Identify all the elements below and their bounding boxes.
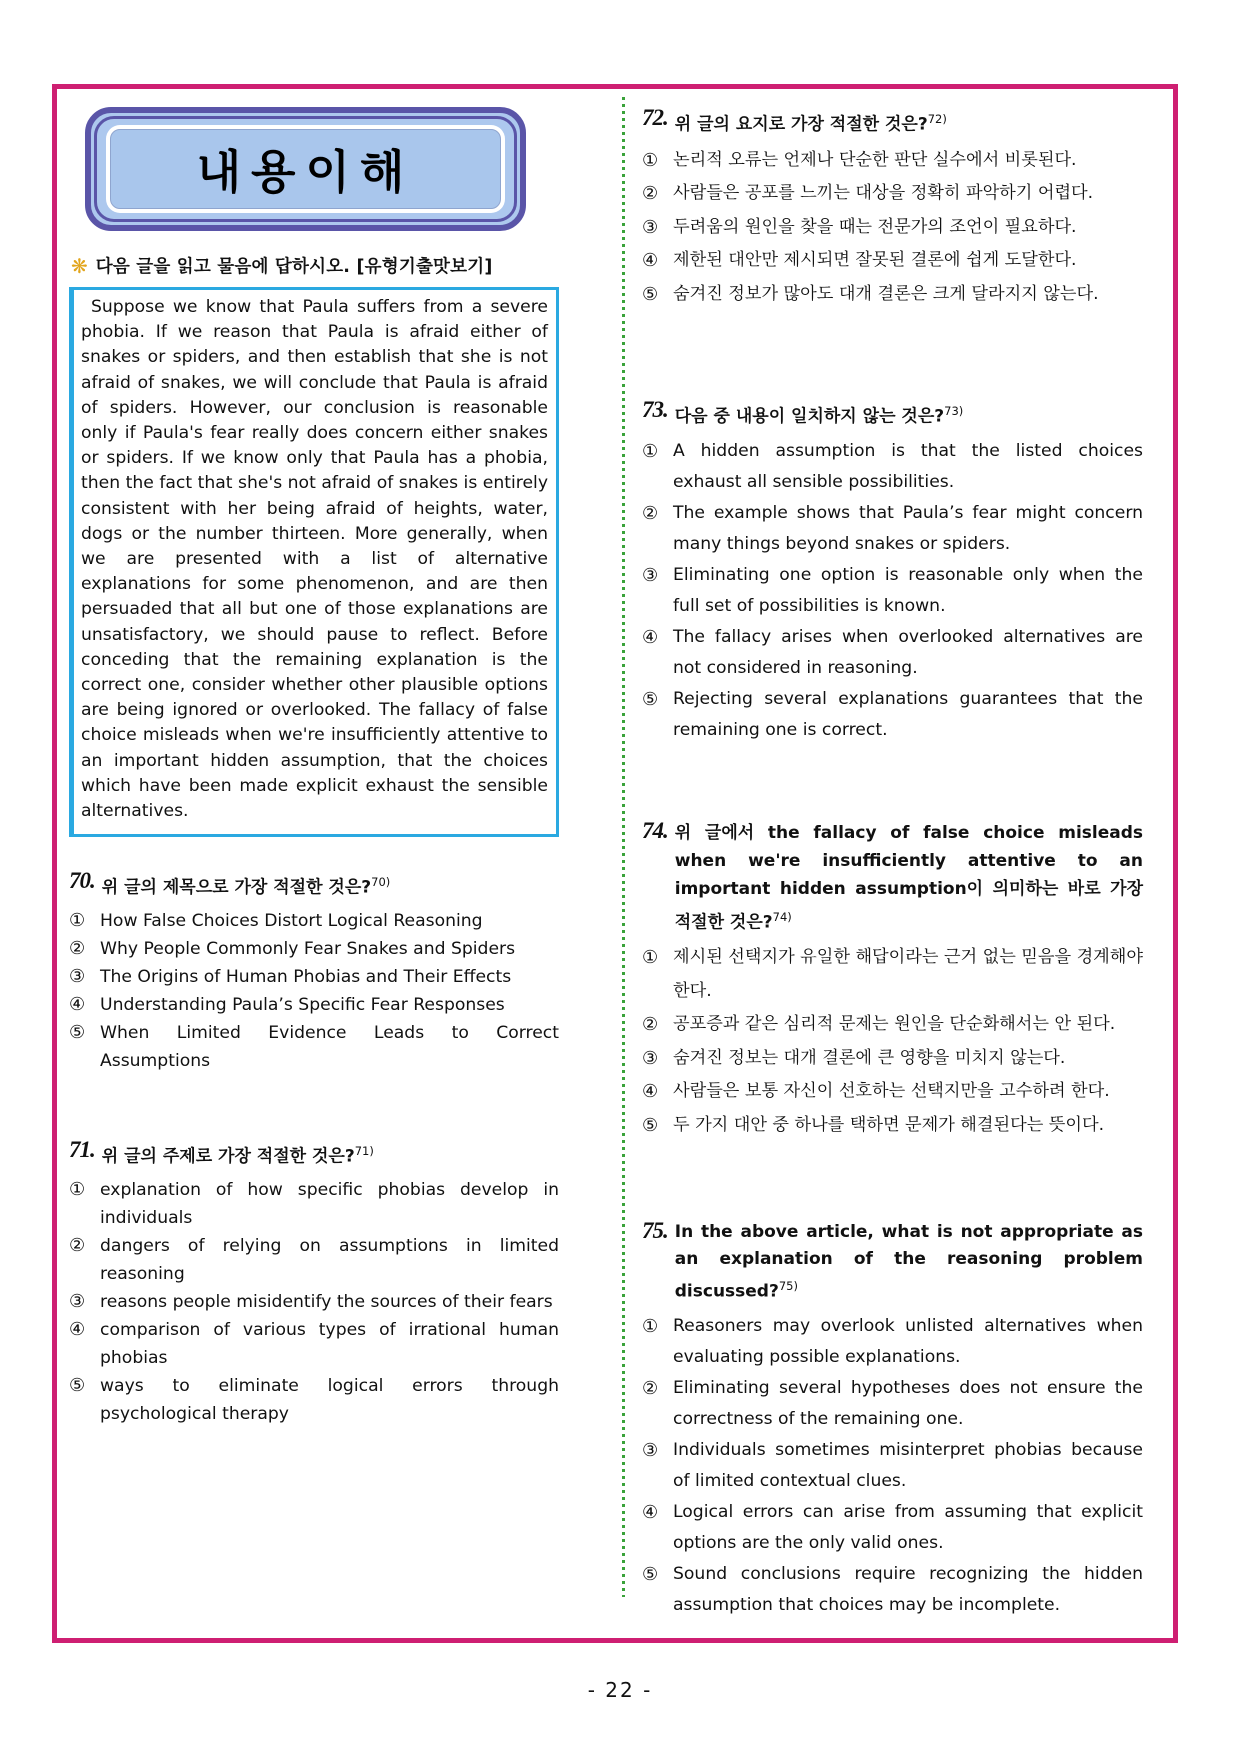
choice-item [642,1435,1143,1497]
choice-text: How False Choices Distort Logical Reasoning [100,910,483,931]
choice-marker: ④ [642,250,659,272]
right-column [642,103,1143,1621]
choice-text: 제시된 선택지가 유일한 해답이라는 근거 없는 믿음을 경계해야 한다. [673,947,1143,1001]
flower-icon: ❋ [71,253,88,278]
choice-list [642,1311,1143,1621]
question-footnote: 71) [354,1143,374,1158]
choice-item [69,963,559,991]
choice-text: Sound conclusions require recognizing the hidden assumption that choices may be incomplete. [673,1564,1143,1616]
choice-item [69,1316,559,1372]
choice-item [69,1019,559,1075]
choice-text: 제한된 대안만 제시되면 잘못된 결론에 쉽게 도달한다. [673,250,1077,271]
choice-text: dangers of relying on assumptions in limited reasoning [100,1235,559,1284]
question-stem: 위 글의 요지로 가장 적절한 것은?$^{72)}$ [674,112,947,135]
choice-item [642,498,1143,560]
passage-box [69,287,559,837]
chapter-banner [85,107,526,231]
page-number: - 22 - [587,1678,653,1702]
choice-marker: ① [69,1178,86,1200]
choice-text: Why People Commonly Fear Snakes and Spiders [100,938,516,959]
choice-text: explanation of how specific phobias develop in individuals [100,1179,559,1228]
question-number: 75. [642,1218,668,1244]
choice-text: Reasoners may overlook unlisted alternatives when evaluating possible explanations. [673,1316,1143,1368]
choice-item [642,211,1143,245]
question-footnote: 75) [778,1279,798,1294]
choice-item [69,991,559,1019]
choice-marker: ② [642,183,659,205]
choice-list [642,941,1143,1142]
choice-item [642,144,1143,178]
question-stem: 위 글에서 the fallacy of false choice misleads when we're insufficiently attentive to an important hidden assumption이 의미하는 바로 가장 적절한 것은?$^{74)}$ [674,822,1143,933]
choice-item [69,935,559,963]
question-73 [642,397,1143,746]
question-stem: 위 글의 제목으로 가장 적절한 것은?$^{70)}$ [101,875,391,898]
choice-text: 사람들은 보통 자신이 선호하는 선택지만을 고수하려 한다. [673,1081,1110,1102]
choice-item [642,1373,1143,1435]
question-74 [642,818,1143,1143]
left-column [69,103,559,1428]
choice-text: 두 가지 대안 중 하나를 택하면 문제가 해결된다는 뜻이다. [673,1114,1105,1135]
question-72 [642,105,1143,311]
choice-marker: ② [642,1378,659,1400]
choice-item [69,907,559,935]
choice-text: 공포증과 같은 심리적 문제는 원인을 단순화해서는 안 된다. [673,1014,1116,1035]
question-footnote: 74) [772,909,792,924]
choice-text: Understanding Paula’s Specific Fear Responses [100,994,505,1015]
column-divider [622,97,625,1597]
choice-text: 숨겨진 정보가 많아도 대개 결론은 크게 달라지지 않는다. [673,283,1099,304]
choice-marker: ③ [642,1047,659,1069]
choice-marker: ⑤ [642,1114,659,1136]
question-footnote: 70) [371,875,391,890]
choice-marker: ③ [642,216,659,238]
choice-list [69,907,559,1075]
choice-marker: ① [69,909,86,931]
choice-marker: ⑤ [642,688,659,710]
choice-marker: ⑤ [642,283,659,305]
choice-marker: ④ [642,626,659,648]
choice-item [642,1008,1143,1042]
choice-item [642,1559,1143,1621]
choice-text: A hidden assumption is that the listed choices exhaust all sensible possibilities. [673,440,1143,492]
chapter-title: 내용이해 [196,145,415,199]
choice-item [642,1109,1143,1143]
choice-list [642,144,1143,312]
choice-marker: ③ [69,965,86,987]
choice-item [642,1042,1143,1076]
choice-item [642,1497,1143,1559]
choice-text: Rejecting several explanations guarantees that the remaining one is correct. [673,688,1143,740]
choice-text: 숨겨진 정보는 대개 결론에 큰 영향을 미치지 않는다. [673,1047,1066,1068]
choice-item [642,244,1143,278]
choice-text: ways to eliminate logical errors through psychological therapy [100,1375,559,1424]
choice-item [69,1232,559,1288]
choice-marker: ③ [642,1440,659,1462]
choice-list [69,1176,559,1428]
choice-item [69,1372,559,1428]
choice-marker: ⑤ [69,1021,86,1043]
choice-text: 논리적 오류는 언제나 단순한 판단 실수에서 비롯된다. [673,149,1077,170]
choice-marker: ④ [69,993,86,1015]
choice-item [642,1075,1143,1109]
choice-item [642,436,1143,498]
choice-item [642,278,1143,312]
choice-marker: ① [642,149,659,171]
choice-text: 사람들은 공포를 느끼는 대상을 정확히 파악하기 어렵다. [673,183,1094,204]
choice-marker: ① [642,1316,659,1338]
choice-marker: ① [642,947,659,969]
choice-item [69,1288,559,1316]
question-number: 70. [69,868,95,894]
choice-item [642,560,1143,622]
instruction-text: 다음 글을 읽고 물음에 답하시오. [유형기출맛보기] [95,257,493,277]
instruction-row [71,253,559,278]
question-stem: 위 글의 주제로 가장 적절한 것은?$^{71)}$ [101,1143,374,1167]
choice-item [642,177,1143,211]
choice-marker: ④ [642,1081,659,1103]
question-stem: In the above article, what is not appropriate as an explanation of the reasoning problem discussed?$^{75)}$ [674,1222,1143,1303]
choice-marker: ④ [642,1502,659,1524]
question-70 [69,868,559,1075]
choice-text: The Origins of Human Phobias and Their Effects [100,966,512,987]
choice-marker: ② [69,937,86,959]
choice-marker: ② [642,1014,659,1036]
choice-text: Logical errors can arise from assuming that explicit options are the only valid ones. [673,1502,1143,1554]
choice-marker: ⑤ [642,1564,659,1586]
question-number: 74. [642,817,668,843]
choice-text: comparison of various types of irrational human phobias [100,1319,559,1368]
passage-text: Suppose we know that Paula suffers from a severe phobia. If we reason that Paula is afraid either of snakes or spiders, and then establish that she is not afraid of snakes, we will conclude that Paula is afraid of spiders. However, our conclusion is reasonable only if Paula's fear really does concern either snakes or spiders. If we know only that Paula has a phobia, then the fact that she's not afraid of snakes is entirely consistent with her being afraid of heights, water, dogs or the number thirteen. More generally, when we are presented with a list of alternative explanations for some phenomenon, and are then persuaded that all but one of those explanations are unsatisfactory, we should pause to reflect. Before conceding that the remaining explanation is the correct one, consider whether other plausible options are being ignored or overlooked. The fallacy of false choice misleads when we're insufficiently attentive to an important hidden assumption, that the choices which have been made explicit exhaust the sensible alternatives. [81,297,548,822]
choice-marker: ③ [642,564,659,586]
question-71 [69,1137,559,1428]
question-number: 73. [642,397,668,423]
question-75 [642,1218,1143,1621]
choice-text: When Limited Evidence Leads to Correct Assumptions [100,1022,559,1071]
choice-marker: ② [642,502,659,524]
question-number: 72. [642,105,668,130]
choice-marker: ③ [69,1290,86,1312]
choice-marker: ① [642,440,659,462]
choice-marker: ⑤ [69,1374,86,1396]
choice-item [642,622,1143,684]
choice-list [642,436,1143,746]
choice-text: Eliminating one option is reasonable only when the full set of possibilities is known. [673,564,1143,616]
choice-item [642,1311,1143,1373]
question-stem: 다음 중 내용이 일치하지 않는 것은?$^{73)}$ [674,404,964,427]
choice-text: Individuals sometimes misinterpret phobias because of limited contextual clues. [673,1440,1143,1492]
question-number: 71. [69,1136,95,1162]
choice-item [642,941,1143,1008]
question-footnote: 72) [927,112,947,126]
page-frame [52,84,1178,1643]
choice-text: The example shows that Paula’s fear might concern many things beyond snakes or spiders. [673,502,1143,554]
choice-text: The fallacy arises when overlooked alternatives are not considered in reasoning. [673,626,1143,678]
choice-marker: ② [69,1234,86,1256]
choice-marker: ④ [69,1318,86,1340]
choice-text: reasons people misidentify the sources of their fears [100,1291,553,1312]
question-footnote: 73) [944,404,964,419]
choice-item [69,1176,559,1232]
choice-text: 두려움의 원인을 찾을 때는 전문가의 조언이 필요하다. [673,216,1077,237]
choice-text: Eliminating several hypotheses does not ensure the correctness of the remaining one. [673,1378,1143,1430]
choice-item [642,684,1143,746]
